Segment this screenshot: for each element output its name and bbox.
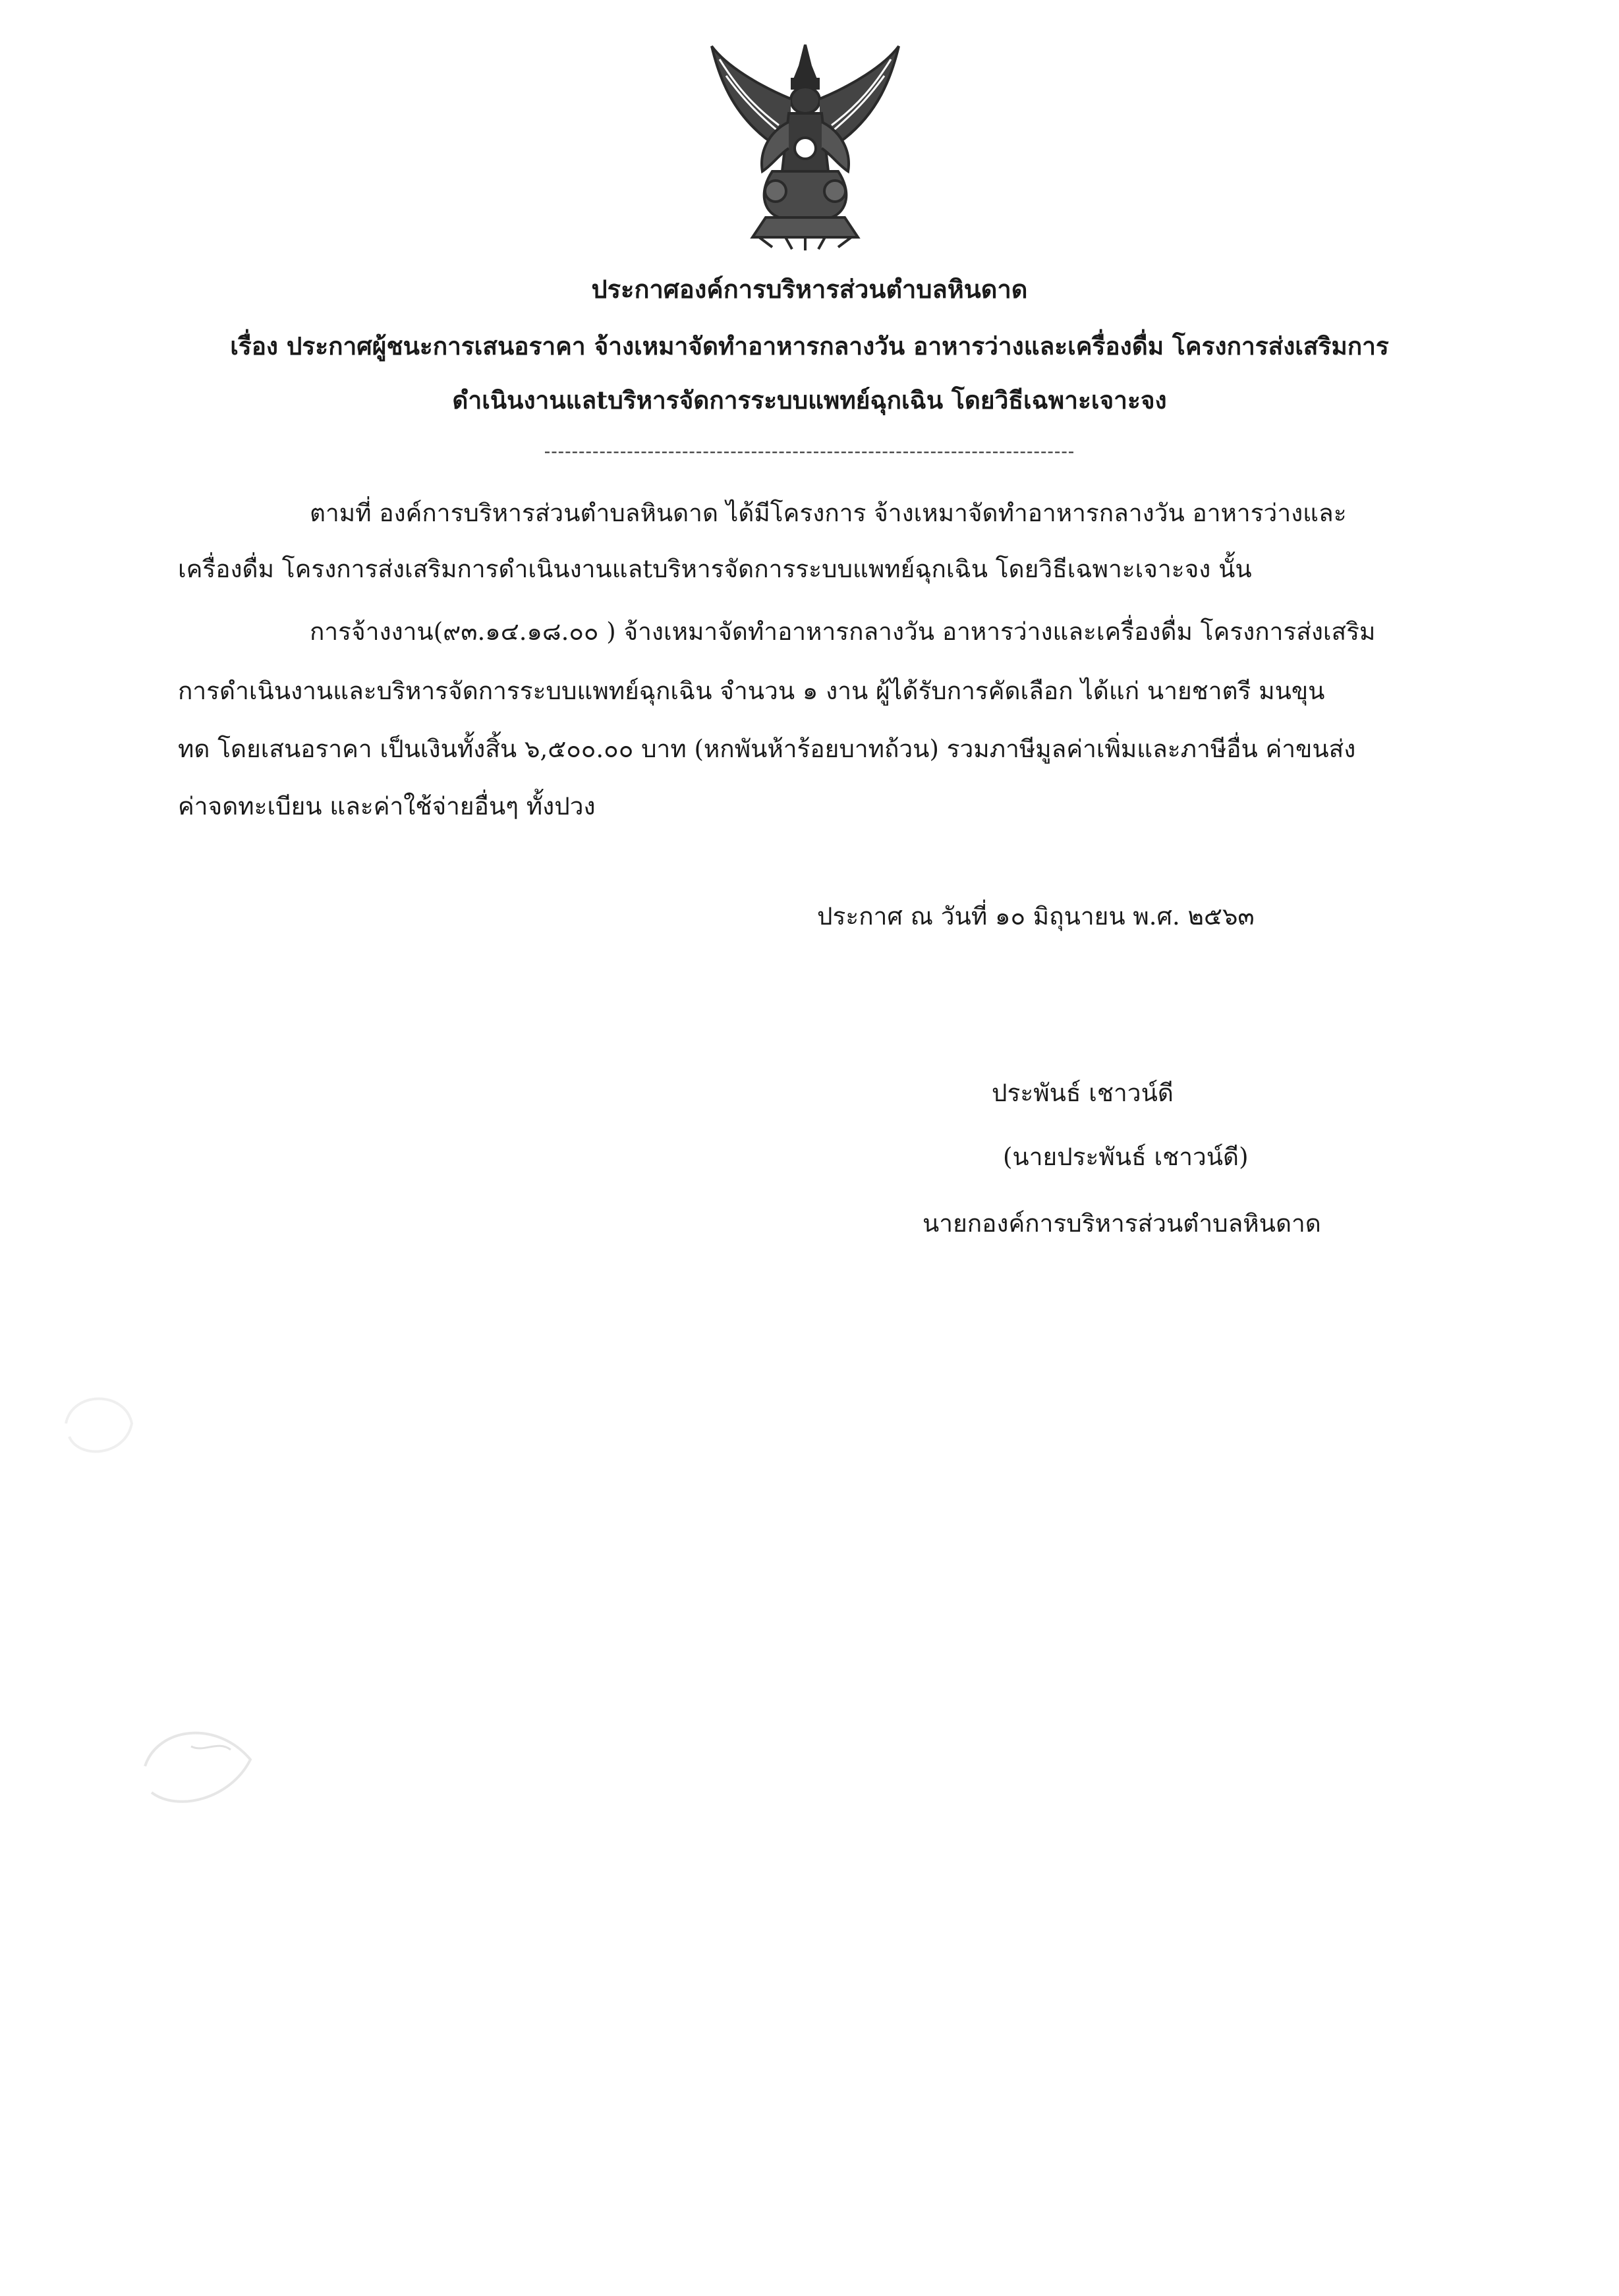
paragraph-1-line-2: เครื่องดื่ม โครงการส่งเสริมการดำเนินงานแลtบริหารจัดการระบบแพทย์ฉุกเฉิน โดยวิธีเฉพาะเจาะจง นั้น: [178, 555, 1252, 583]
signature-name: ประพันธ์ เชาวน์ดี: [992, 1079, 1174, 1107]
signature-title: นายกองค์การบริหารส่วนตำบลหินดาด: [923, 1209, 1321, 1238]
garuda-emblem-icon: [700, 40, 911, 250]
subject-line-1: เรื่อง ประกาศผู้ชนะการเสนอราคา จ้างเหมาจัดทำอาหารกลางวัน อาหารว่างและเครื่องดื่ม โครงการส่งเสริมการ: [230, 331, 1389, 360]
paragraph-2-line-2: การดำเนินงานและบริหารจัดการระบบแพทย์ฉุกเฉิน จำนวน ๑ งาน ผู้ได้รับการคัดเลือก ได้แก่ นายชาตรี มนขุน: [178, 677, 1325, 705]
announcement-date: ประกาศ ณ วันที่ ๑๐ มิถุนายน พ.ศ. ๒๕๖๓: [817, 902, 1255, 931]
paragraph-1-line-1: ตามที่ องค์การบริหารส่วนตำบลหินดาด ได้มีโครงการ จ้างเหมาจัดทำอาหารกลางวัน อาหารว่างและ: [310, 499, 1347, 527]
scan-mark: [53, 1377, 145, 1470]
signature-fullname: (นายประพันธ์ เชาวน์ดี): [1003, 1143, 1249, 1171]
scan-mark: [119, 1700, 277, 1832]
announcement-heading: ประกาศองค์การบริหารส่วนตำบลหินดาด: [591, 274, 1028, 304]
divider: -----------------------------------------------------------------------------: [544, 440, 1075, 462]
subject-line-2: ดำเนินงานแลtบริหารจัดการระบบแพทย์ฉุกเฉิน โดยวิธีเฉพาะเจาะจง: [452, 386, 1167, 415]
paragraph-2-line-1: การจ้างงาน(๙๓.๑๔.๑๘.๐๐ ) จ้างเหมาจัดทำอาหารกลางวัน อาหารว่างและเครื่องดื่ม โครงการส่งเสริม: [310, 617, 1376, 646]
paragraph-2-line-3: ทด โดยเสนอราคา เป็นเงินทั้งสิ้น ๖,๕๐๐.๐๐ บาท (หกพันห้าร้อยบาทถ้วน) รวมภาษีมูลค่าเพิ่มและภาษีอื่น ค่าขนส่ง: [178, 735, 1356, 763]
paragraph-2-line-4: ค่าจดทะเบียน และค่าใช้จ่ายอื่นๆ ทั้งปวง: [178, 792, 596, 820]
